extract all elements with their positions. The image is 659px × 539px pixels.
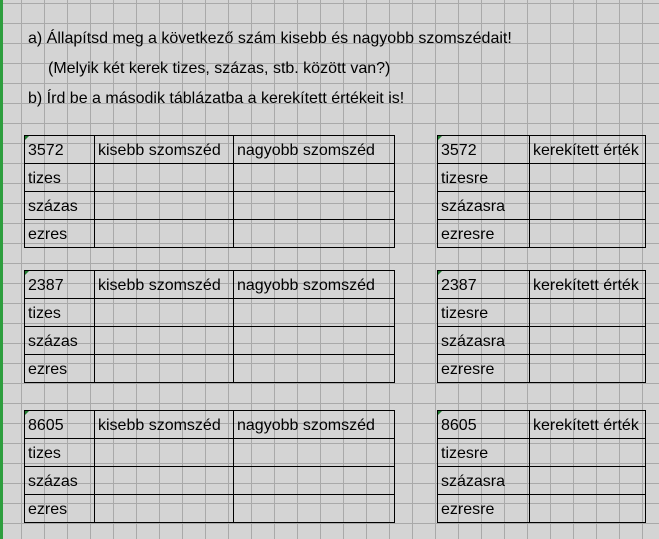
rounding-table-2 xyxy=(437,270,646,383)
header-larger[interactable]: nagyobb szomszéd xyxy=(234,271,395,299)
answer-cell[interactable] xyxy=(95,299,234,327)
row-label[interactable]: ezres xyxy=(25,220,95,248)
number-cell[interactable]: 2387 xyxy=(438,271,530,299)
header-smaller[interactable]: kisebb szomszéd xyxy=(95,271,234,299)
rounding-table-3 xyxy=(437,410,646,523)
header-rounded[interactable]: kerekített érték xyxy=(530,411,646,439)
row-label[interactable]: százas xyxy=(25,467,95,495)
neighbors-table-1 xyxy=(24,135,395,248)
row-label[interactable]: ezres xyxy=(25,495,95,523)
neighbors-table-3 xyxy=(24,410,395,523)
instruction-b: b) Írd be a második táblázatba a kerekített értékeit is! xyxy=(28,90,405,107)
answer-cell[interactable] xyxy=(530,192,646,220)
answer-cell[interactable] xyxy=(95,467,234,495)
header-smaller[interactable]: kisebb szomszéd xyxy=(95,136,234,164)
instruction-note: (Melyik két kerek tizes, százas, stb. között van?) xyxy=(48,60,391,77)
row-label[interactable]: százasra xyxy=(438,192,530,220)
number-cell[interactable]: 3572 xyxy=(25,136,95,164)
answer-cell[interactable] xyxy=(234,439,395,467)
row-label[interactable]: tizesre xyxy=(438,299,530,327)
number-cell[interactable]: 3572 xyxy=(438,136,530,164)
header-rounded[interactable]: kerekített érték xyxy=(530,136,646,164)
row-label[interactable]: százasra xyxy=(438,467,530,495)
header-smaller[interactable]: kisebb szomszéd xyxy=(95,411,234,439)
row-label[interactable]: ezres xyxy=(25,355,95,383)
answer-cell[interactable] xyxy=(234,355,395,383)
row-label[interactable]: ezresre xyxy=(438,355,530,383)
answer-cell[interactable] xyxy=(530,467,646,495)
answer-cell[interactable] xyxy=(530,164,646,192)
answer-cell[interactable] xyxy=(95,327,234,355)
answer-cell[interactable] xyxy=(530,220,646,248)
instruction-a: a) Állapítsd meg a következő szám kisebb és nagyobb szomszédait! xyxy=(28,30,512,47)
row-label[interactable]: tizes xyxy=(25,299,95,327)
answer-cell[interactable] xyxy=(234,467,395,495)
number-cell[interactable]: 8605 xyxy=(438,411,530,439)
row-label[interactable]: százas xyxy=(25,192,95,220)
answer-cell[interactable] xyxy=(234,299,395,327)
row-label[interactable]: ezresre xyxy=(438,495,530,523)
row-label[interactable]: százasra xyxy=(438,327,530,355)
answer-cell[interactable] xyxy=(234,192,395,220)
answer-cell[interactable] xyxy=(234,495,395,523)
answer-cell[interactable] xyxy=(95,164,234,192)
answer-cell[interactable] xyxy=(234,327,395,355)
answer-cell[interactable] xyxy=(530,439,646,467)
number-cell[interactable]: 2387 xyxy=(25,271,95,299)
row-label[interactable]: tizes xyxy=(25,439,95,467)
rounding-table-1 xyxy=(437,135,646,248)
answer-cell[interactable] xyxy=(95,192,234,220)
answer-cell[interactable] xyxy=(530,355,646,383)
header-larger[interactable]: nagyobb szomszéd xyxy=(234,411,395,439)
answer-cell[interactable] xyxy=(95,355,234,383)
neighbors-table-2 xyxy=(24,270,395,383)
row-label[interactable]: tizesre xyxy=(438,164,530,192)
answer-cell[interactable] xyxy=(234,164,395,192)
left-edge-bar xyxy=(0,0,3,539)
answer-cell[interactable] xyxy=(530,495,646,523)
answer-cell[interactable] xyxy=(95,439,234,467)
row-label[interactable]: százas xyxy=(25,327,95,355)
header-rounded[interactable]: kerekített érték xyxy=(530,271,646,299)
answer-cell[interactable] xyxy=(95,495,234,523)
number-cell[interactable]: 8605 xyxy=(25,411,95,439)
answer-cell[interactable] xyxy=(530,299,646,327)
row-label[interactable]: tizes xyxy=(25,164,95,192)
row-label[interactable]: tizesre xyxy=(438,439,530,467)
answer-cell[interactable] xyxy=(95,220,234,248)
answer-cell[interactable] xyxy=(234,220,395,248)
row-label[interactable]: ezresre xyxy=(438,220,530,248)
answer-cell[interactable] xyxy=(530,327,646,355)
header-larger[interactable]: nagyobb szomszéd xyxy=(234,136,395,164)
